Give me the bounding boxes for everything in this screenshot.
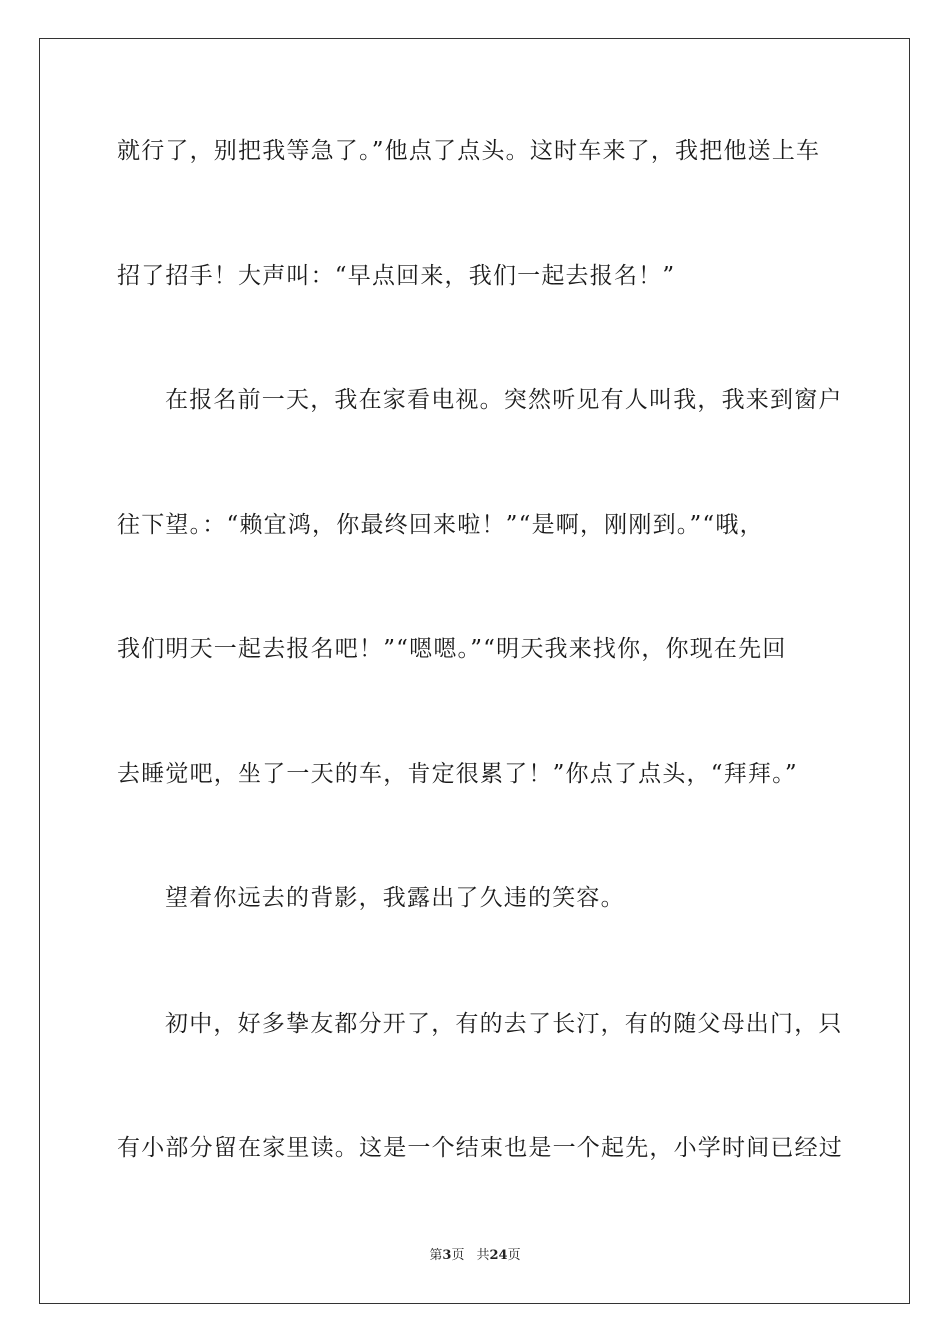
body-text-line-4: 往下望。：“赖宜鸿，你最终回来啦！”“是啊，刚刚到。”“哦， [117, 512, 764, 538]
body-text-line-3: 在报名前一天，我在家看电视。突然听见有人叫我，我来到窗户 [165, 387, 843, 413]
body-text-line-6: 去睡觉吧，坐了一天的车，肯定很累了！”你点了点头，“拜拜。” [117, 761, 798, 787]
body-text-line-1: 就行了，别把我等急了。”他点了点头。这时车来了，我把他送上车 [117, 138, 821, 164]
total-suffix: 页 [507, 1248, 521, 1263]
page-footer [0, 1247, 950, 1265]
page-suffix: 页 [451, 1248, 465, 1263]
body-text-line-5: 我们明天一起去报名吧！”“嗯嗯。”“明天我来找你，你现在先回 [117, 636, 787, 662]
total-prefix: 共 [476, 1248, 490, 1263]
total-pages: 24 [489, 1248, 508, 1263]
body-text-line-9: 有小部分留在家里读。这是一个结束也是一个起先，小学时间已经过 [117, 1135, 843, 1161]
body-text-line-7: 望着你远去的背影，我露出了久违的笑容。 [165, 885, 625, 911]
page-prefix: 第 [429, 1248, 443, 1263]
page-number: 3 [442, 1248, 452, 1263]
body-text-line-8: 初中，好多挚友都分开了，有的去了长汀，有的随父母出门，只 [165, 1011, 843, 1037]
body-text-line-2: 招了招手！大声叫：“早点回来，我们一起去报名！” [117, 263, 676, 289]
page-border [39, 38, 910, 1304]
